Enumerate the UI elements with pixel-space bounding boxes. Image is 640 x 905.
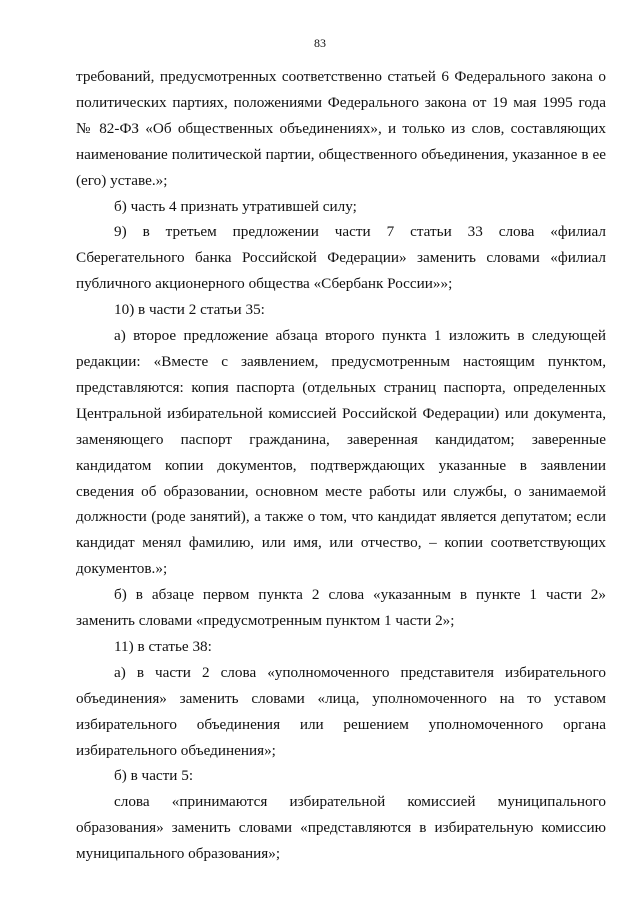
document-body: [76, 64, 606, 867]
paragraph-item-10a: а) второе предложение абзаца второго пункта 1 изложить в следующей редакции: «Вместе с заявлением, предусмотренным настоящим пунктом, представляются: копия паспорта (отдельных страниц паспорта, определенных Центральной избирательной комиссией Российской Федерации) или документа, заменяющего паспорт гражданина, заверенная кандидатом; заверенные кандидатом копии документов, подтверждающих указанные в заявлении сведения об образовании, основном месте работы или службы, о занимаемой должности (роде занятий), а также о том, что кандидат является депутатом; если кандидат менял фамилию, или имя, или отчество, – копии соответствующих документов.»;: [76, 327, 606, 578]
paragraph-item-11: 11) в статье 38:: [114, 637, 212, 655]
paragraph-item-11b: б) в части 5:: [114, 767, 194, 785]
paragraph-item-b-part4: б) часть 4 признать утратившей силу;: [114, 197, 357, 215]
paragraph-item-9: 9) в третьем предложении части 7 статьи 33 слова «филиал Сберегательного банка Российской Федерации» заменить словами «филиал публичного акционерного общества «Сбербанк России»»;: [76, 223, 606, 293]
paragraph-item-10b: б) в абзаце первом пункта 2 слова «указанным в пункте 1 части 2» заменить словами «предусмотренным пунктом 1 части 2»;: [76, 586, 606, 630]
paragraph-item-11b-words: слова «принимаются избирательной комиссией муниципального образования» заменить словами «представляются в избирательную комиссию муниципального образования»;: [76, 793, 606, 863]
paragraph-item-10: 10) в части 2 статьи 35:: [114, 301, 265, 319]
paragraph-continuation: требований, предусмотренных соответственно статьей 6 Федерального закона о политических партиях, положениями Федерального закона от 19 мая 1995 года № 82-ФЗ «Об общественных объединениях», и только из слов, составляющих наименование политической партии, общественного объединения, указанное в ее (его) уставе.»;: [76, 68, 606, 189]
paragraph-item-11a: а) в части 2 слова «уполномоченного представителя избирательного объединения» заменить словами «лица, уполномоченного на то уставом избирательного объединения или решением уполномоченного органа избирательного объединения»;: [76, 663, 606, 759]
page-number: 83: [314, 36, 326, 50]
